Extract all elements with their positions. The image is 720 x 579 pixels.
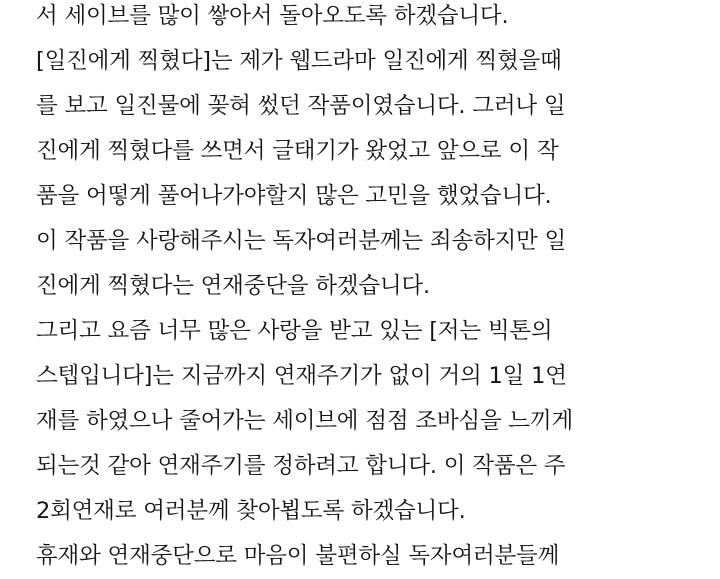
text-line: 진에게 찍혔다를 쓰면서 글태기가 왔었고 앞으로 이 작	[36, 138, 559, 164]
text-line: 이 작품을 사랑해주시는 독자여러분께는 죄송하지만 일	[36, 228, 567, 254]
text-line: 2회연재로 여러분께 찾아뵙도록 하겠습니다.	[36, 498, 466, 524]
text-line: 품을 어떻게 풀어나가야할지 많은 고민을 했었습니다.	[36, 183, 552, 209]
paragraph-iljin-hiatus	[36, 39, 706, 309]
paragraph-vixx-staff-schedule	[36, 309, 706, 534]
paragraph-save-stock	[36, 0, 706, 39]
text-line: 재를 하였으나 줄어가는 세이브에 점점 조바심을 느끼게	[36, 408, 574, 434]
text-line: 를 보고 일진물에 꽂혀 썼던 작품이였습니다. 그러나 일	[36, 93, 566, 119]
text-line: 그리고 요즘 너무 많은 사랑을 받고 있는 [저는 빅톤의	[36, 318, 553, 344]
paragraph-apology-closing	[36, 534, 706, 579]
text-line: 스텝입니다]는 지금까지 연재주기가 없이 거의 1일 1연	[36, 363, 567, 389]
text-line: 휴재와 연재중단으로 마음이 불편하실 독자여러분들께	[36, 543, 560, 569]
text-line: 되는것 같아 연재주기를 정하려고 합니다. 이 작품은 주	[36, 453, 566, 479]
text-line: [일진에게 찍혔다]는 제가 웹드라마 일진에게 찍혔을때	[36, 48, 562, 74]
text-line: 서 세이브를 많이 쌓아서 돌아오도록 하겠습니다.	[36, 3, 509, 29]
text-line: 진에게 찍혔다는 연재중단을 하겠습니다.	[36, 273, 430, 299]
